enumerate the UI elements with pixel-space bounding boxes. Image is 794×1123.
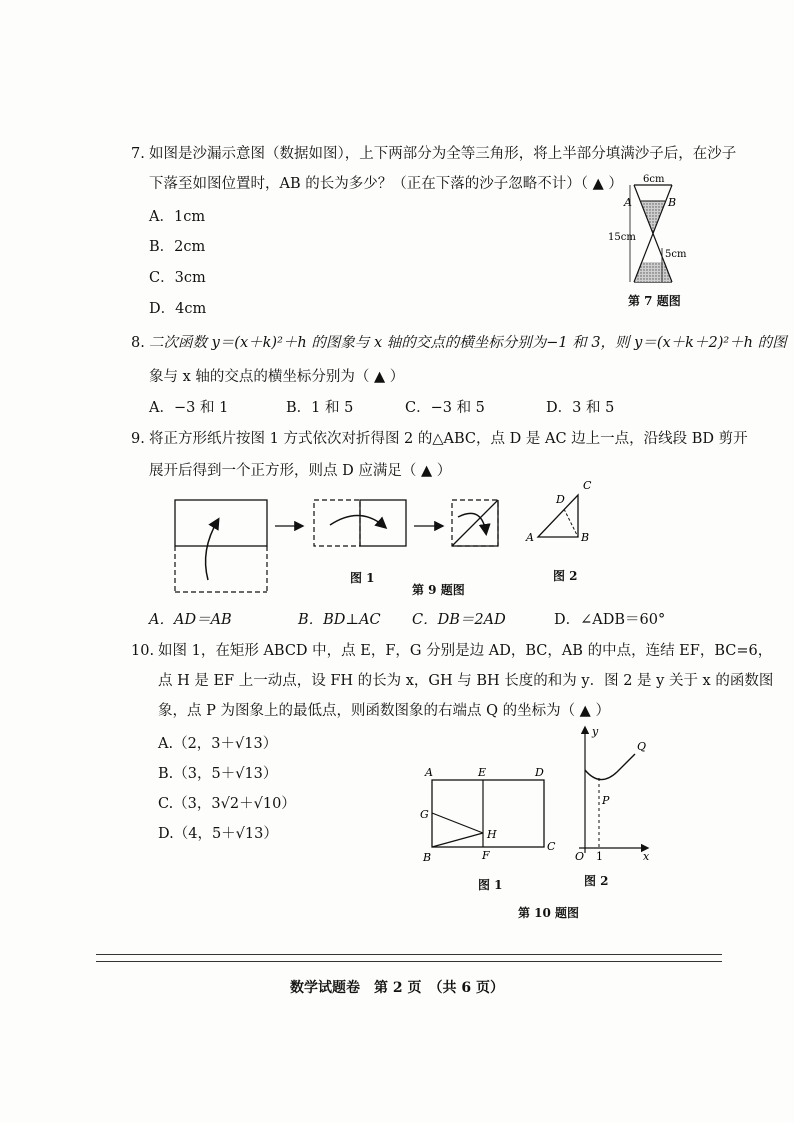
q10-label-p: P	[602, 794, 610, 807]
q10-line1: 如图 1，在矩形 ABCD 中，点 E，F，G 分别是边 AD，BC，AB 的中点，连结 EF，BC=6，	[158, 643, 773, 659]
q8-option-b: B．1 和 5	[286, 400, 354, 416]
q9-line1: 将正方形纸片按图 1 方式依次对折得图 2 的△ABC，点 D 是 AC 边上一点，沿线段 BD 剪开	[149, 431, 748, 447]
q7-line2: 下落至如图位置时，AB 的长为多少？（正在下落的沙子忽略不计）（ ▲ ）	[149, 176, 623, 192]
q9-figure-caption: 第 9 题图	[412, 583, 465, 597]
q8-option-a: A．−3 和 1	[149, 400, 229, 416]
q9-option-a: A．AD＝AB	[149, 612, 232, 628]
page-footer: 数学试题卷 第 2 页 （共 6 页）	[290, 980, 504, 996]
q10-label-c: C	[547, 840, 556, 853]
q10-option-a: A.（2，3＋√13）	[158, 736, 278, 752]
q7-label-15cm: 15cm	[608, 232, 636, 243]
q9-line2: 展开后得到一个正方形，则点 D 应满足（ ▲ ）	[149, 463, 452, 479]
q10-rectangle-figure	[420, 765, 555, 865]
q10-axis-x: x	[643, 850, 650, 863]
q9-option-c: C．DB＝2AD	[412, 612, 506, 628]
q7-option-a: A．1cm	[149, 209, 206, 225]
q9-option-d: D．∠ADB＝60°	[554, 612, 666, 628]
q10-option-d: D.（4，5＋√13）	[158, 826, 278, 842]
q10-option-b: B.（3，5＋√13）	[158, 766, 278, 782]
q7-hourglass-figure	[610, 170, 700, 295]
q7-label-5cm: 5cm	[665, 249, 687, 260]
q10-label-o: O	[575, 850, 585, 863]
q7-label-6cm: 6cm	[643, 174, 665, 185]
q10-label-h: H	[487, 828, 497, 841]
q7-label-a: A	[624, 196, 632, 209]
q10-label-g: G	[420, 808, 429, 821]
q10-label-a: A	[425, 766, 433, 779]
q7-figure-caption: 第 7 题图	[628, 294, 681, 308]
q10-line2: 点 H 是 EF 上一动点，设 FH 的长为 x，GH 与 BH 长度的和为 y．图 2 是 y 关于 x 的函数图	[158, 673, 774, 689]
q7-label-b: B	[668, 196, 677, 209]
q10-label-b: B	[423, 851, 432, 864]
q8-option-c: C．−3 和 5	[405, 400, 485, 416]
q10-axis-y: y	[592, 725, 599, 738]
q7-line1: 如图是沙漏示意图（数据如图），上下两部分为全等三角形，将上半部分填满沙子后，在沙子	[149, 146, 737, 162]
q9-fig2-caption: 图 2	[553, 569, 578, 583]
footer-divider-top	[96, 954, 722, 955]
q7-option-b: B．2cm	[149, 239, 206, 255]
q7-option-d: D．4cm	[149, 301, 207, 317]
q10-tick-1: 1	[596, 850, 603, 863]
q10-line3: 象，点 P 为图象上的最低点，则函数图象的右端点 Q 的坐标为（ ▲ ）	[158, 703, 610, 719]
q7-number: 7.	[131, 146, 145, 162]
footer-divider-bottom	[96, 961, 722, 962]
q8-line2: 象与 x 轴的交点的横坐标分别为（ ▲ ）	[149, 369, 405, 385]
q9-fold-figure	[170, 479, 610, 595]
q8-number: 8.	[131, 335, 145, 351]
q7-option-c: C．3cm	[149, 270, 206, 286]
q10-option-c: C.（3，3√2＋√10）	[158, 796, 296, 812]
q10-figure-caption: 第 10 题图	[518, 906, 580, 920]
q10-fig1-caption: 图 1	[478, 878, 503, 892]
q8-option-d: D．3 和 5	[546, 400, 615, 416]
q10-label-f: F	[482, 849, 490, 862]
q9-fig2-label-b: B	[581, 531, 590, 544]
q9-fig2-label-d: D	[556, 493, 565, 506]
q9-option-b: B．BD⊥AC	[298, 612, 381, 628]
q9-number: 9.	[131, 431, 145, 447]
q9-fig1-caption: 图 1	[350, 571, 375, 585]
q9-fig2-label-c: C	[583, 479, 592, 492]
q10-fig2-caption: 图 2	[584, 874, 609, 888]
q10-graph-figure	[565, 720, 665, 865]
q10-number: 10.	[131, 643, 155, 659]
q9-fig2-label-a: A	[526, 531, 534, 544]
q10-label-d: D	[535, 766, 544, 779]
q10-label-e: E	[478, 766, 487, 779]
q8-line1: 二次函数 y＝(x＋k)²＋h 的图象与 x 轴的交点的横坐标分别为−1 和 3，则 y＝(x＋k＋2)²＋h 的图	[149, 335, 787, 351]
q10-label-q: Q	[637, 740, 647, 753]
